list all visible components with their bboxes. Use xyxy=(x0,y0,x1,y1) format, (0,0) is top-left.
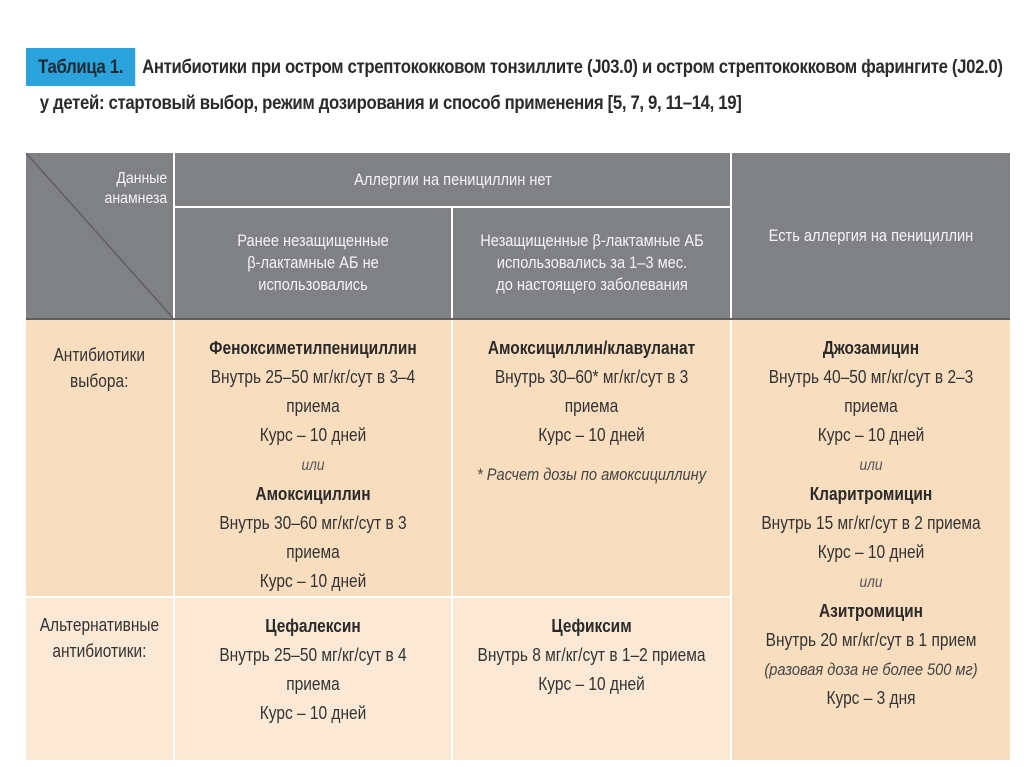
course-text: Курс – 10 дней xyxy=(538,674,645,694)
dosage-text: Внутрь 30–60* мг/кг/сут в 3 приема xyxy=(494,367,689,416)
or-text: или xyxy=(859,457,883,474)
dosage-text: Внутрь 15 мг/кг/сут в 2 приема xyxy=(761,513,981,533)
or-text: или xyxy=(301,457,325,474)
col2-header-line3: до настоящего заболевания xyxy=(495,275,688,294)
col2-header xyxy=(452,207,731,319)
drug-name: Джозамицин xyxy=(822,338,920,358)
no-allergy-header-text: Аллергии на пенициллин нет xyxy=(353,169,552,189)
course-text: Курс – 10 дней xyxy=(817,542,925,562)
dosage-text: Внутрь 20 мг/кг/сут в 1 прием xyxy=(765,630,977,650)
row2-label-line2: антибиотики: xyxy=(52,641,147,661)
caption-line2: у детей: стартовый выбор, режим дозирования и способ применения [5, 7, 9, 11–14, 19] xyxy=(39,92,742,114)
cell-alt-prior xyxy=(452,597,731,760)
row2-label-line1: Альтернативные xyxy=(39,615,160,635)
dosage-text: Внутрь 25–50 мг/кг/сут в 4 приема xyxy=(219,645,407,694)
antibiotics-table xyxy=(26,153,1010,760)
col1-header-line2: β-лактамные АБ не использовались xyxy=(247,253,379,294)
course-text: Курс – 10 дней xyxy=(817,425,925,445)
or-text: или xyxy=(859,574,883,591)
dosage-note: (разовая доза не более 500 мг) xyxy=(764,660,978,679)
drug-name: Амоксициллин/клавуланат xyxy=(487,338,696,358)
cell-alt-no-prior xyxy=(174,597,452,760)
dosage-text: Внутрь 8 мг/кг/сут в 1–2 приема xyxy=(477,645,706,665)
footnote-text: * Расчет дозы по амоксициллину xyxy=(476,465,707,484)
col2-header-line2: использовались за 1–3 мес. xyxy=(496,253,687,272)
course-text: Курс – 10 дней xyxy=(259,425,367,445)
drug-name: Феноксиметилпенициллин xyxy=(209,338,417,358)
drug-name: Кларитромицин xyxy=(809,484,933,504)
course-text: Курс – 10 дней xyxy=(538,425,645,445)
corner-label xyxy=(104,169,167,209)
drug-name: Амоксициллин xyxy=(255,484,371,504)
cell-allergy xyxy=(731,319,1010,760)
row2-label-cell xyxy=(26,597,174,760)
col2-header-line1: Незащищенные β-лактамные АБ xyxy=(479,231,704,250)
table-caption xyxy=(26,48,1015,120)
caption-line1: Антибиотики при остром стрептококковом тонзиллите (J03.0) и остром стрептококковом фарингите (J02.0) xyxy=(142,56,1003,78)
dosage-text: Внутрь 40–50 мг/кг/сут в 2–3 приема xyxy=(768,367,974,416)
row1-label-line2: выбора: xyxy=(70,371,129,391)
allergy-header xyxy=(731,153,1010,319)
course-text: Курс – 3 дня xyxy=(826,688,916,708)
no-allergy-header xyxy=(174,153,731,207)
drug-name: Цефиксим xyxy=(551,616,632,636)
cell-choice-no-prior xyxy=(174,319,452,597)
cell-choice-prior xyxy=(452,319,731,597)
allergy-header-text: Есть аллергия на пенициллин xyxy=(768,225,974,245)
col1-header-line1: Ранее незащищенные xyxy=(237,231,389,250)
course-text: Курс – 10 дней xyxy=(259,703,367,723)
caption-tag: Таблица 1. xyxy=(26,48,135,86)
drug-name: Азитромицин xyxy=(818,601,924,621)
row1-label-line1: Антибиотики xyxy=(53,345,146,365)
row1-label-cell xyxy=(26,319,174,597)
col1-header xyxy=(174,207,452,319)
corner-header-cell xyxy=(26,153,174,319)
dosage-text: Внутрь 30–60 мг/кг/сут в 3 приема xyxy=(219,513,407,562)
corner-label-line1: Данные xyxy=(116,170,167,187)
corner-label-line2: анамнеза xyxy=(104,190,167,207)
course-text: Курс – 10 дней xyxy=(259,571,367,591)
drug-name: Цефалексин xyxy=(265,616,361,636)
dosage-text: Внутрь 25–50 мг/кг/сут в 3–4 приема xyxy=(210,367,416,416)
